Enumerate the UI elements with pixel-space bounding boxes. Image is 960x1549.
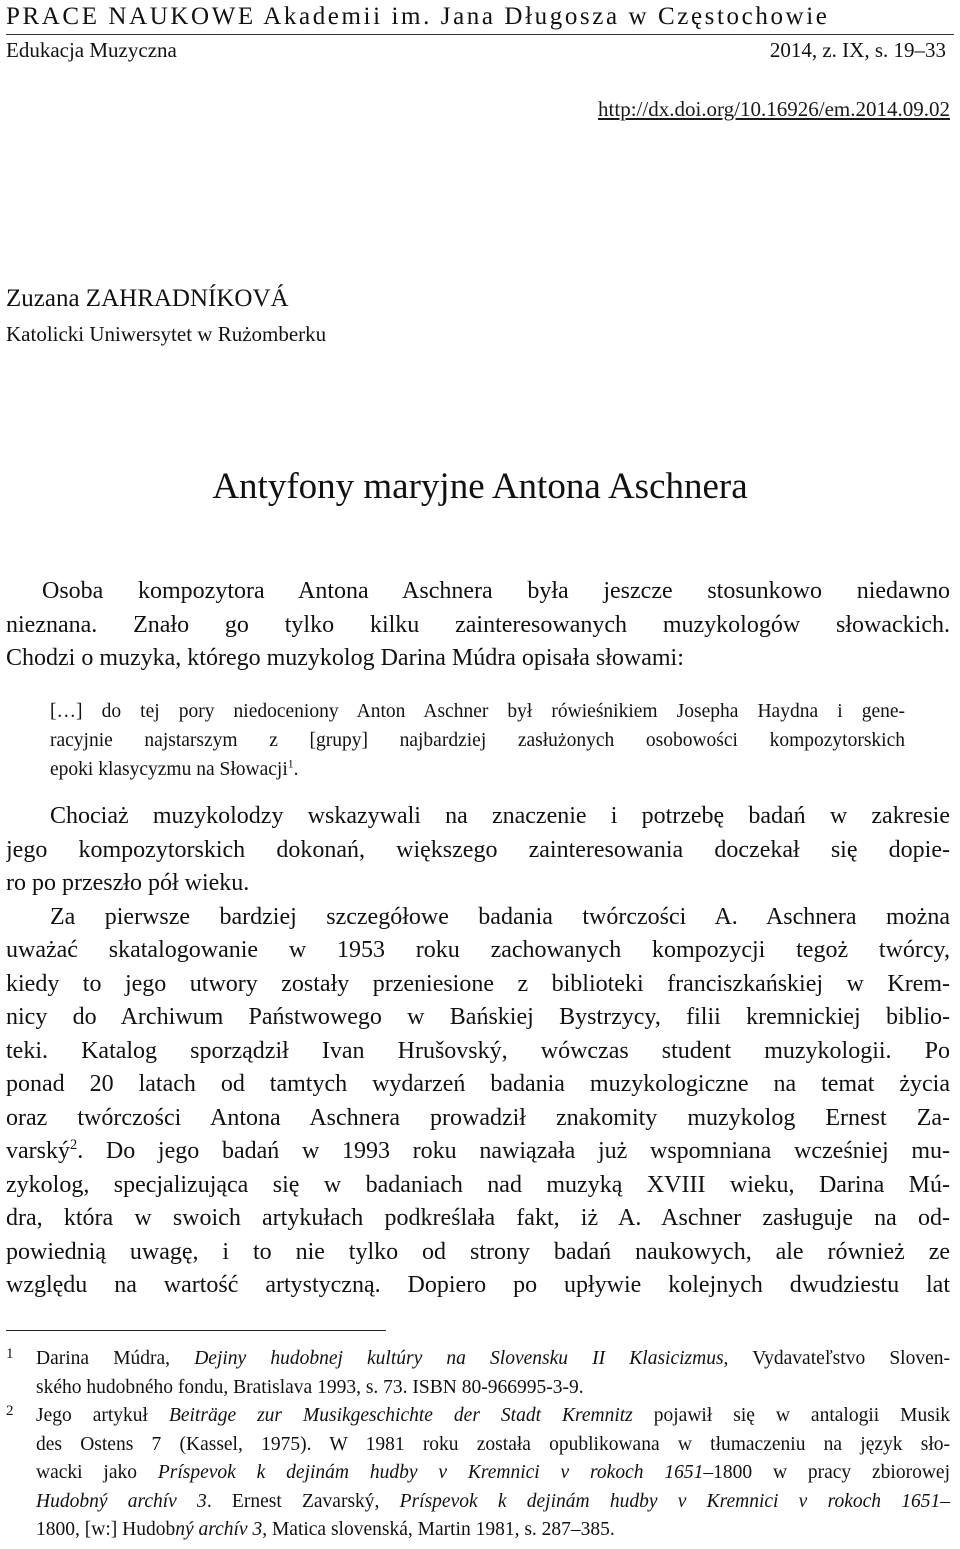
quote-line: racyjnie najstarszym z [grupy] najbardziej zasłużonych osobowości kompozytorskich bbox=[50, 730, 905, 751]
header-rule bbox=[6, 34, 954, 35]
text-line: nicy do Archiwum Państwowego w Bańskiej Bystrzycy, filii kremnickiej biblio- bbox=[6, 1004, 950, 1030]
footnote-line: ského hudobného fondu, Bratislava 1993, s. 73. ISBN 80-966995-3-9. bbox=[36, 1376, 584, 1398]
quote-line: […] do tej pory niedoceniony Anton Aschner był rówieśnikiem Josepha Haydna i gene- bbox=[50, 701, 905, 722]
text-line: teki. Katalog sporządził Ivan Hrušovský, wówczas student muzykologii. Po bbox=[6, 1037, 950, 1064]
running-head: PRACE NAUKOWE Akademii im. Jana Długosza w Częstochowie bbox=[6, 3, 830, 30]
footnote-text: 1800, [w:] Hudob bbox=[36, 1519, 176, 1540]
text-segment: . bbox=[77, 1138, 106, 1164]
intro-paragraph bbox=[6, 575, 950, 676]
footnote-line bbox=[36, 1459, 950, 1488]
footnote-title: Hudobný archív 3 bbox=[36, 1490, 207, 1512]
text-line: zykolog, specjalizująca się w badaniach nad muzyką XVIII wieku, Darina Mú- bbox=[6, 1171, 950, 1198]
text-line: Chociaż muzykolodzy wskazywali na znaczenie i potrzebę badań w zakresie bbox=[50, 803, 950, 829]
journal-name: Edukacja Muzyczna bbox=[6, 38, 177, 62]
quote-line-text: epoki klasycyzmu na Słowacji bbox=[50, 759, 288, 780]
quote-end: . bbox=[293, 759, 299, 780]
text-line: ro po przeszło pół wieku. bbox=[6, 870, 250, 896]
text-line: uważać skatalogowanie w 1953 roku zachowanych kompozycji tegoż twórcy, bbox=[6, 937, 950, 963]
footnotes bbox=[6, 1345, 950, 1545]
text-line: ponad 20 latach od tamtych wydarzeń badania muzykologiczne na temat życia bbox=[6, 1071, 950, 1097]
footnote-text: Jego artykuł bbox=[36, 1405, 169, 1426]
text-line: kiedy to jego utwory zostały przeniesione z biblioteki franciszkańskiej w Krem- bbox=[6, 970, 950, 997]
text-line: oraz twórczości Antona Aschnera prowadził znakomity muzykolog Ernest Za- bbox=[6, 1104, 950, 1131]
footnote-title: Beiträge zur Musikgeschichte der Stadt Kremnitz bbox=[168, 1405, 633, 1426]
text-line: Za pierwsze bardziej szczegółowe badania twórczości A. Aschnera można bbox=[50, 903, 950, 930]
footnote-line bbox=[36, 1345, 950, 1374]
footnote-text: . Ernest Zavarský, bbox=[206, 1490, 400, 1512]
footnote-2 bbox=[6, 1402, 950, 1545]
quote-line bbox=[50, 755, 905, 784]
text-line: jego kompozytorskich dokonań, większego zainteresowania doczekał się dopie- bbox=[6, 836, 950, 863]
text-line: powiednią uwagę, i to nie tylko od strony badań naukowych, ale również ze bbox=[6, 1238, 950, 1265]
footnote-ref-2[interactable]: 2 bbox=[69, 1137, 78, 1153]
footnote-number: 2 bbox=[6, 1403, 14, 1419]
footnote-text: Darina Múdra, bbox=[36, 1348, 195, 1369]
footnote-number: 1 bbox=[6, 1346, 14, 1362]
footnote-text: wacki jako bbox=[36, 1462, 158, 1483]
footnote-title: ný archív 3 bbox=[175, 1519, 263, 1540]
text-line bbox=[6, 1135, 950, 1169]
footnote-rule bbox=[6, 1330, 386, 1331]
doi-link[interactable]: http://dx.doi.org/10.16926/em.2014.09.02 bbox=[598, 97, 950, 121]
footnote-ref-1[interactable]: 1 bbox=[287, 757, 294, 771]
text-segment: Do jego badań w 1993 roku nawiązała już wspomniana wcześniej mu- bbox=[105, 1138, 950, 1164]
block-quote bbox=[50, 697, 905, 784]
text-line: Chodzi o muzyka, którego muzykolog Darina Múdra opisała słowami: bbox=[6, 645, 684, 671]
footnote-text: , Matica slovenská, Martin 1981, s. 287–385. bbox=[262, 1519, 615, 1540]
footnote-1 bbox=[6, 1345, 950, 1402]
text-line: Osoba kompozytora Antona Aschnera była jeszcze stosunkowo niedawno bbox=[42, 578, 950, 604]
footnote-line bbox=[36, 1516, 950, 1545]
footnote-text: – bbox=[940, 1490, 950, 1512]
footnote-line bbox=[36, 1488, 950, 1517]
footnote-text: pojawił się w antalogii Musik bbox=[632, 1405, 950, 1426]
body-paragraphs bbox=[6, 800, 950, 1303]
text-line: nieznana. Znało go tylko kilku zainteresowanych muzykologów słowackich. bbox=[6, 611, 950, 638]
footnote-text: , Vydavateľstvo Sloven- bbox=[723, 1348, 950, 1369]
footnote-text: –1800 w pracy zbiorowej bbox=[703, 1462, 950, 1483]
article-title: Antyfony maryjne Antona Aschnera bbox=[212, 466, 748, 507]
footnote-title: Príspevok k dejinám hudby v Kremnici v rokoch 1651 bbox=[157, 1462, 704, 1483]
author-affiliation: Katolicki Uniwersytet w Rużomberku bbox=[6, 322, 327, 346]
footnote-title: Príspevok k dejinám hudby v Kremnici v rokoch 1651 bbox=[399, 1490, 941, 1512]
text-segment: varský bbox=[6, 1138, 70, 1164]
footnote-title: Dejiny hudobnej kultúry na Slovensku II Klasicizmus bbox=[194, 1348, 724, 1369]
author-name: Zuzana ZAHRADNÍKOVÁ bbox=[6, 285, 289, 312]
text-line: dra, która w swoich artykułach podkreślała fakt, iż A. Aschner zasługuje na od- bbox=[6, 1205, 950, 1231]
text-line: względu na wartość artystyczną. Dopiero po upływie kolejnych dwudziestu lat bbox=[6, 1272, 950, 1298]
footnote-line: des Ostens 7 (Kassel, 1975). W 1981 roku została opublikowana w tłumaczeniu na język sło- bbox=[36, 1433, 950, 1455]
issue-info: 2014, z. IX, s. 19–33 bbox=[769, 38, 946, 62]
footnote-line bbox=[36, 1402, 950, 1431]
